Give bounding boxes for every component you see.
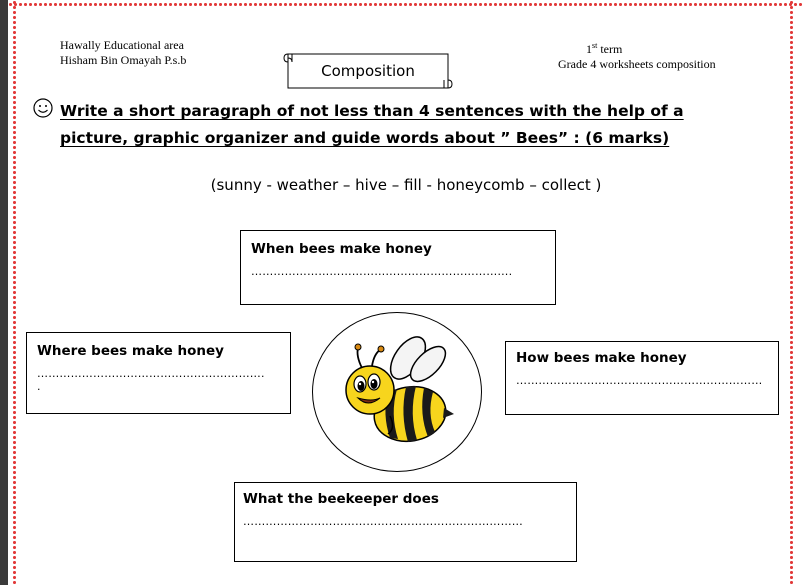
organizer-box-how [505, 341, 779, 415]
organizer-label-how: How bees make honey [516, 350, 687, 366]
header-term-info [558, 38, 716, 72]
smiley-icon [33, 98, 53, 118]
guide-words: (sunny - weather – hive – fill - honeycomb – collect ) [210, 176, 602, 194]
scroll-banner [282, 50, 454, 92]
term-line [558, 38, 716, 57]
organizer-box-what [234, 482, 577, 562]
educational-area: Hawally Educational area [60, 38, 184, 52]
answer-line-where-2: . [37, 380, 41, 393]
organizer-label-where: Where bees make honey [37, 343, 224, 359]
dotted-border-top [8, 0, 802, 9]
organizer-label-what: What the beekeeper does [243, 491, 439, 507]
term-word: term [597, 42, 623, 56]
page-edge [0, 0, 8, 585]
answer-line-where: ……………………………………………………. [37, 367, 265, 380]
answer-line-when: ……………………………………………………………. [251, 265, 513, 278]
organizer-label-when: When bees make honey [251, 241, 432, 257]
organizer-box-when [240, 230, 556, 305]
header-school-info [60, 38, 186, 68]
school-name: Hisham Bin Omayah P.s.b [60, 53, 187, 67]
instructions-text: Write a short paragraph of not less than 4 sentences with the help of a picture, graphic organizer and guide words about ” Bees” : (6 marks) [60, 102, 684, 147]
grade-line: Grade 4 worksheets composition [558, 57, 716, 71]
dotted-border-right [787, 0, 796, 585]
dotted-border-left [10, 0, 19, 585]
term-number: 1 [586, 42, 592, 56]
page-title: Composition [321, 62, 415, 80]
bee-icon [336, 326, 464, 454]
organizer-box-where [26, 332, 291, 414]
answer-line-how: ………………………………………………………… [516, 374, 763, 387]
term-suffix: st [592, 41, 598, 50]
answer-line-what: ………………………………………………………………… [243, 515, 523, 528]
